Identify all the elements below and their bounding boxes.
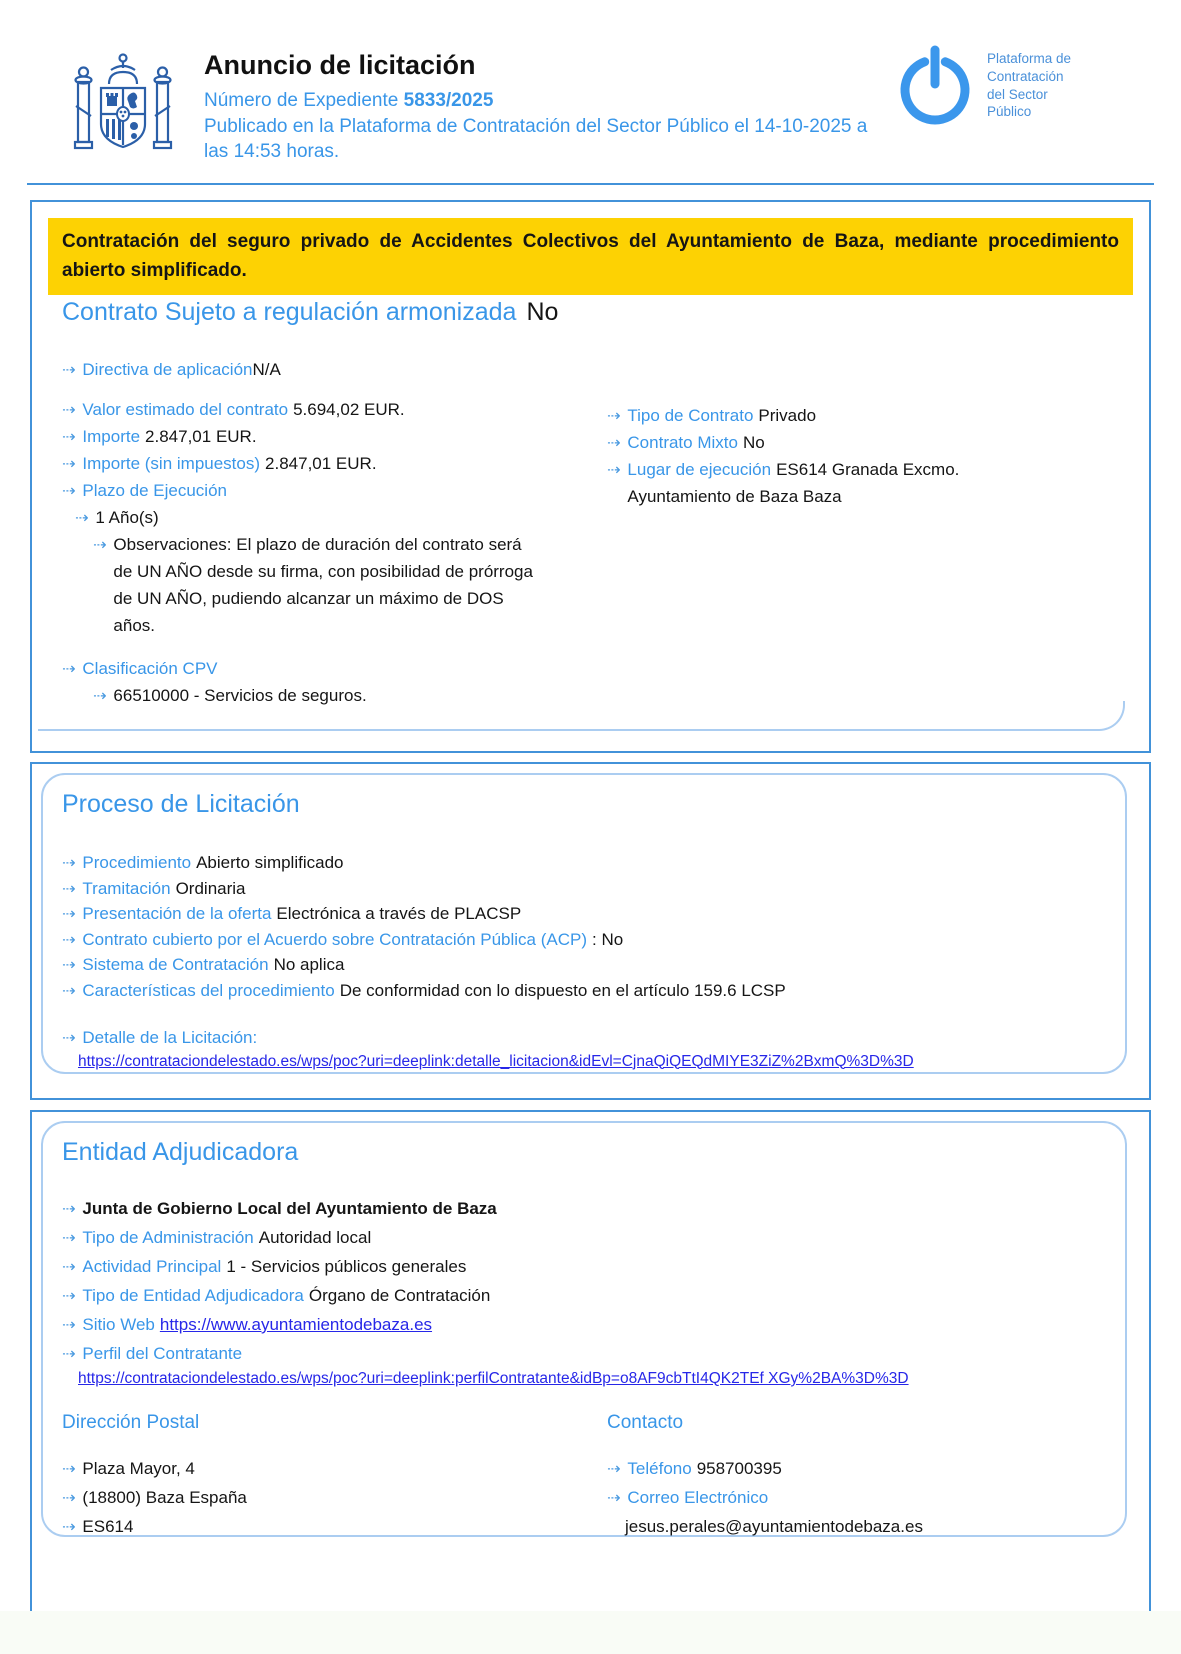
page-footer-band	[0, 1611, 1181, 1654]
field-correo: ⇢Correo Electrónico	[607, 1483, 1127, 1512]
field-label: Directiva de aplicación	[82, 360, 253, 379]
dashed-arrow-icon	[62, 1223, 75, 1252]
field-value: N/A	[252, 360, 281, 379]
section-proceso-licitacion	[30, 762, 1151, 1100]
dashed-arrow-icon	[62, 655, 75, 682]
perfil-contratante-link[interactable]: https://contrataciondelestado.es/wps/poc?uri=deeplink:perfilContratante&idBp=o8AF9cbTtI4QK2TEf XGy%2BA%3D%3D	[78, 1370, 909, 1387]
field-importe: ⇢Importe 2.847,01 EUR.	[62, 423, 607, 450]
field-tramitacion: ⇢Tramitación Ordinaria	[62, 876, 1122, 902]
dashed-arrow-icon	[62, 850, 75, 876]
section-regulacion-armonizada	[30, 200, 1151, 753]
field-presentacion-oferta: ⇢Presentación de la oferta Electrónica a través de PLACSP	[62, 901, 1122, 927]
field-sitio-web: ⇢Sitio Web https://www.ayuntamientodebaza.es	[62, 1310, 1122, 1339]
field-clasificacion-cpv: ⇢Clasificación CPV	[62, 655, 607, 682]
dashed-arrow-icon	[607, 456, 620, 510]
dashed-arrow-icon	[62, 927, 75, 953]
dashed-arrow-icon	[62, 1512, 75, 1541]
contacto-heading: Contacto	[607, 1412, 684, 1433]
published-line: Publicado en la Plataforma de Contratación del Sector Público el 14-10-2025 a las 14:53 horas.	[204, 115, 868, 163]
placsp-logo	[893, 44, 1165, 128]
field-caracteristicas: ⇢Características del procedimiento De conformidad con lo dispuesto en el artículo 159.6 LCSP	[62, 978, 1122, 1004]
dashed-arrow-icon	[62, 978, 75, 1004]
section-heading: Entidad Adjudicadora	[62, 1138, 299, 1166]
direccion-postal-block	[62, 1412, 582, 1541]
dashed-arrow-icon	[62, 1310, 75, 1339]
field-organo: ⇢Junta de Gobierno Local del Ayuntamiento de Baza	[62, 1194, 1122, 1223]
field-acp: ⇢Contrato cubierto por el Acuerdo sobre Contratación Pública (ACP) : No	[62, 927, 1122, 953]
contacto-block	[607, 1412, 1127, 1541]
field-lugar-ejecucion: ⇢ Lugar de ejecución ES614 Granada Excmo. Ayuntamiento de Baza Baza	[607, 456, 1137, 510]
dashed-arrow-icon	[62, 876, 75, 902]
field-cpv-codigo: ⇢66510000 - Servicios de seguros.	[93, 682, 607, 709]
dashed-arrow-icon	[62, 356, 75, 383]
field-observaciones: ⇢ Observaciones: El plazo de duración del contrato será de UN AÑO desde su firma, con posibilidad de prórroga de UN AÑO, pudiendo alcanzar un máximo de DOS años.	[93, 531, 607, 639]
left-column	[62, 396, 607, 709]
field-directiva	[62, 356, 281, 383]
dashed-arrow-icon	[607, 1483, 620, 1512]
dashed-arrow-icon	[62, 1281, 75, 1310]
direccion-postal-heading: Dirección Postal	[62, 1412, 200, 1433]
dashed-arrow-icon	[62, 1194, 75, 1223]
dashed-arrow-icon	[62, 423, 75, 450]
dashed-arrow-icon	[62, 450, 75, 477]
header-divider	[27, 183, 1154, 185]
logo-text: Plataforma de Contratación del Sector Público	[987, 51, 1072, 120]
dashed-arrow-icon	[62, 477, 75, 504]
field-plazo-valor: ⇢1 Año(s)	[75, 504, 607, 531]
field-perfil-contratante: ⇢Perfil del Contratante	[62, 1339, 1122, 1368]
correo-value-row	[625, 1512, 1127, 1541]
expediente-value: 5833/2025	[403, 90, 494, 111]
sitio-web-link[interactable]: https://www.ayuntamientodebaza.es	[159, 1315, 433, 1334]
field-procedimiento: ⇢Procedimiento Abierto simplificado	[62, 850, 1122, 876]
perfil-contratante-linkrow	[78, 1368, 1122, 1390]
field-tipo-contrato: ⇢Tipo de Contrato Privado	[607, 402, 1137, 429]
dashed-arrow-icon	[607, 402, 620, 429]
power-icon	[893, 44, 977, 128]
direccion-line: ⇢Plaza Mayor, 4	[62, 1454, 582, 1483]
direccion-line: ⇢ES614	[62, 1512, 582, 1541]
field-importe-sin-impuestos: ⇢Importe (sin impuestos) 2.847,01 EUR.	[62, 450, 607, 477]
header-text	[204, 50, 904, 165]
dashed-arrow-icon	[62, 1339, 75, 1368]
dashed-arrow-icon	[93, 682, 106, 709]
email-value: jesus.perales@ayuntamientodebaza.es	[625, 1517, 923, 1536]
detalle-licitacion-link[interactable]: https://contrataciondelestado.es/wps/poc?uri=deeplink:detalle_licitacion&idEvl=CjnaQiQEQdMIYE3ZiZ%2BxmQ%3D%3D	[78, 1052, 914, 1070]
section-entidad-adjudicadora	[30, 1110, 1151, 1611]
dashed-arrow-icon	[607, 1454, 620, 1483]
field-telefono: ⇢Teléfono 958700395	[607, 1454, 1127, 1483]
field-actividad-principal: ⇢Actividad Principal 1 - Servicios públicos generales	[62, 1252, 1122, 1281]
expediente-label: Número de Expediente	[204, 90, 399, 111]
coat-of-arms-logo	[73, 46, 173, 164]
right-column	[607, 402, 1137, 510]
dashed-arrow-icon	[62, 1483, 75, 1512]
dashed-arrow-icon	[607, 429, 620, 456]
field-tipo-administracion: ⇢Tipo de Administración Autoridad local	[62, 1223, 1122, 1252]
field-valor-estimado: ⇢Valor estimado del contrato 5.694,02 EUR.	[62, 396, 607, 423]
field-tipo-entidad: ⇢Tipo de Entidad Adjudicadora Órgano de Contratación	[62, 1281, 1122, 1310]
section-heading: Contrato Sujeto a regulación armonizada No	[62, 298, 559, 326]
expediente-line	[204, 88, 904, 114]
section-heading: Proceso de Licitación	[62, 790, 300, 818]
detalle-licitacion-linkrow	[78, 1051, 1122, 1073]
dashed-arrow-icon	[62, 901, 75, 927]
page-title: Anuncio de licitación	[204, 50, 476, 80]
dashed-arrow-icon	[62, 1252, 75, 1281]
entidad-fields	[62, 1194, 1122, 1390]
field-sistema-contratacion: ⇢Sistema de Contratación No aplica	[62, 952, 1122, 978]
dashed-arrow-icon	[93, 531, 106, 639]
direccion-line: ⇢(18800) Baza España	[62, 1483, 582, 1512]
dashed-arrow-icon	[62, 1025, 75, 1051]
notice-title-banner: Contratación del seguro privado de Accidentes Colectivos del Ayuntamiento de Baza, mediante procedimiento abierto simplificado.	[48, 218, 1133, 295]
dashed-arrow-icon	[62, 1454, 75, 1483]
field-contrato-mixto: ⇢Contrato Mixto No	[607, 429, 1137, 456]
proceso-fields	[62, 850, 1122, 1073]
dashed-arrow-icon	[62, 396, 75, 423]
heading-value: No	[526, 298, 559, 326]
field-plazo-ejecucion: ⇢Plazo de Ejecución	[62, 477, 607, 504]
dashed-arrow-icon	[75, 504, 88, 531]
dashed-arrow-icon	[62, 952, 75, 978]
field-detalle-licitacion: ⇢Detalle de la Licitación:	[62, 1025, 1122, 1051]
